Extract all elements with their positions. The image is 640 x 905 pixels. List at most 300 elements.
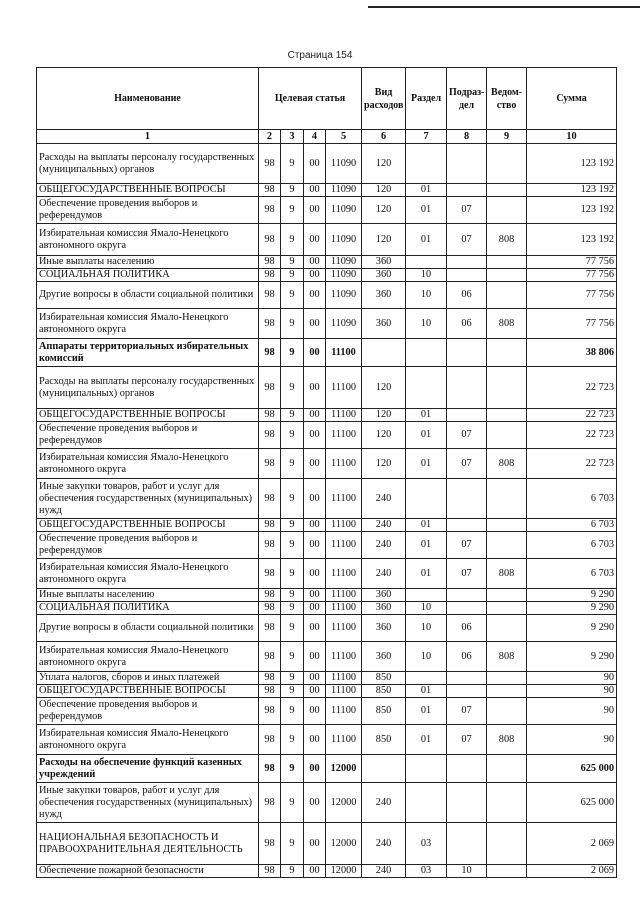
table-header-row [37, 68, 617, 130]
cell-section: 01 [406, 224, 447, 256]
cell-subsection: 07 [447, 449, 487, 479]
cell-code-part-2: 9 [281, 449, 304, 479]
cell-expense-type: 360 [362, 256, 406, 269]
cell-name: СОЦИАЛЬНАЯ ПОЛИТИКА [37, 269, 259, 282]
cell-code-part-2: 9 [281, 783, 304, 823]
header-expense-type: Вид расходов [362, 68, 406, 130]
cell-department [487, 256, 527, 269]
cell-name: ОБЩЕГОСУДАРСТВЕННЫЕ ВОПРОСЫ [37, 519, 259, 532]
cell-expense-type: 120 [362, 367, 406, 409]
cell-expense-type: 120 [362, 184, 406, 197]
cell-subsection: 06 [447, 642, 487, 672]
cell-name: Избирательная комиссия Ямало-Ненецкого автономного округа [37, 449, 259, 479]
cell-code-part-4: 11090 [326, 224, 362, 256]
cell-name: Расходы на выплаты персоналу государственных (муниципальных) органов [37, 144, 259, 184]
cell-subsection [447, 823, 487, 865]
cell-code-part-4: 11100 [326, 615, 362, 642]
cell-subsection [447, 269, 487, 282]
table-row [37, 184, 617, 197]
cell-code-part-2: 9 [281, 256, 304, 269]
table-row [37, 755, 617, 783]
cell-expense-type: 360 [362, 642, 406, 672]
table-row [37, 642, 617, 672]
cell-code-part-1: 98 [259, 672, 281, 685]
cell-expense-type: 360 [362, 615, 406, 642]
cell-amount: 9 290 [527, 602, 617, 615]
cell-code-part-3: 00 [304, 197, 326, 224]
cell-section: 01 [406, 422, 447, 449]
table-row [37, 725, 617, 755]
table-row [37, 309, 617, 339]
cell-code-part-1: 98 [259, 559, 281, 589]
cell-amount: 22 723 [527, 367, 617, 409]
cell-subsection [447, 519, 487, 532]
cell-section: 01 [406, 409, 447, 422]
table-row [37, 823, 617, 865]
cell-department: 808 [487, 224, 527, 256]
cell-amount: 6 703 [527, 559, 617, 589]
cell-name: Избирательная комиссия Ямало-Ненецкого автономного округа [37, 559, 259, 589]
cell-name: Избирательная комиссия Ямало-Ненецкого автономного округа [37, 642, 259, 672]
cell-code-part-1: 98 [259, 602, 281, 615]
cell-amount: 2 069 [527, 865, 617, 878]
cell-department [487, 532, 527, 559]
cell-code-part-3: 00 [304, 672, 326, 685]
cell-code-part-1: 98 [259, 479, 281, 519]
cell-expense-type: 240 [362, 532, 406, 559]
cell-department [487, 672, 527, 685]
cell-subsection: 07 [447, 532, 487, 559]
cell-department [487, 823, 527, 865]
cell-code-part-2: 9 [281, 698, 304, 725]
cell-subsection [447, 184, 487, 197]
cell-subsection [447, 144, 487, 184]
page-number: Страница 154 [287, 50, 353, 61]
cell-subsection: 07 [447, 197, 487, 224]
cell-code-part-3: 00 [304, 309, 326, 339]
cell-code-part-1: 98 [259, 256, 281, 269]
cell-expense-type: 120 [362, 144, 406, 184]
cell-code-part-3: 00 [304, 755, 326, 783]
cell-name: Расходы на выплаты персоналу государственных (муниципальных) органов [37, 367, 259, 409]
cell-code-part-3: 00 [304, 224, 326, 256]
cell-expense-type: 120 [362, 197, 406, 224]
cell-name: ОБЩЕГОСУДАРСТВЕННЫЕ ВОПРОСЫ [37, 685, 259, 698]
cell-code-part-1: 98 [259, 409, 281, 422]
column-number: 10 [527, 130, 617, 144]
cell-department [487, 282, 527, 309]
cell-amount: 2 069 [527, 823, 617, 865]
cell-code-part-1: 98 [259, 449, 281, 479]
cell-code-part-2: 9 [281, 309, 304, 339]
cell-code-part-4: 11100 [326, 449, 362, 479]
table-row [37, 339, 617, 367]
cell-subsection [447, 602, 487, 615]
cell-code-part-2: 9 [281, 642, 304, 672]
table-row [37, 256, 617, 269]
cell-amount: 22 723 [527, 422, 617, 449]
cell-department: 808 [487, 642, 527, 672]
cell-code-part-3: 00 [304, 367, 326, 409]
header-department: Ведом-ство [487, 68, 527, 130]
cell-code-part-4: 11100 [326, 672, 362, 685]
cell-code-part-4: 12000 [326, 755, 362, 783]
cell-department [487, 589, 527, 602]
cell-subsection [447, 672, 487, 685]
cell-expense-type: 240 [362, 865, 406, 878]
cell-code-part-2: 9 [281, 725, 304, 755]
cell-name: Обеспечение проведения выборов и референдумов [37, 197, 259, 224]
budget-table [36, 67, 617, 878]
cell-code-part-1: 98 [259, 698, 281, 725]
cell-code-part-2: 9 [281, 282, 304, 309]
cell-name: Обеспечение пожарной безопасности [37, 865, 259, 878]
cell-code-part-1: 98 [259, 282, 281, 309]
cell-code-part-2: 9 [281, 602, 304, 615]
cell-amount: 90 [527, 725, 617, 755]
cell-section: 03 [406, 823, 447, 865]
cell-name: Расходы на обеспечение функций казенных учреждений [37, 755, 259, 783]
cell-section [406, 256, 447, 269]
table-row [37, 269, 617, 282]
cell-department [487, 339, 527, 367]
cell-amount: 6 703 [527, 519, 617, 532]
cell-subsection [447, 783, 487, 823]
table-row [37, 532, 617, 559]
table-row [37, 685, 617, 698]
cell-code-part-3: 00 [304, 269, 326, 282]
cell-department [487, 519, 527, 532]
cell-department [487, 615, 527, 642]
column-number: 9 [487, 130, 527, 144]
cell-code-part-2: 9 [281, 224, 304, 256]
cell-section: 10 [406, 602, 447, 615]
cell-subsection: 07 [447, 698, 487, 725]
cell-code-part-1: 98 [259, 615, 281, 642]
cell-department [487, 367, 527, 409]
cell-code-part-2: 9 [281, 422, 304, 449]
cell-code-part-4: 11090 [326, 309, 362, 339]
cell-amount: 625 000 [527, 783, 617, 823]
table-row [37, 479, 617, 519]
cell-department [487, 422, 527, 449]
cell-section: 10 [406, 642, 447, 672]
cell-expense-type: 120 [362, 422, 406, 449]
cell-expense-type: 120 [362, 449, 406, 479]
cell-section: 03 [406, 865, 447, 878]
cell-expense-type: 360 [362, 602, 406, 615]
cell-code-part-4: 11100 [326, 559, 362, 589]
cell-code-part-4: 11100 [326, 532, 362, 559]
column-number-row [37, 130, 617, 144]
cell-name: Обеспечение проведения выборов и референдумов [37, 422, 259, 449]
cell-code-part-2: 9 [281, 479, 304, 519]
cell-amount: 123 192 [527, 144, 617, 184]
cell-department [487, 698, 527, 725]
header-target-article: Целевая статья [259, 68, 362, 130]
cell-code-part-4: 12000 [326, 783, 362, 823]
cell-amount: 9 290 [527, 615, 617, 642]
cell-name: Обеспечение проведения выборов и референдумов [37, 532, 259, 559]
cell-subsection: 07 [447, 725, 487, 755]
cell-code-part-1: 98 [259, 144, 281, 184]
cell-name: СОЦИАЛЬНАЯ ПОЛИТИКА [37, 602, 259, 615]
cell-code-part-4: 11100 [326, 685, 362, 698]
cell-section [406, 144, 447, 184]
cell-section: 01 [406, 725, 447, 755]
cell-code-part-4: 11090 [326, 282, 362, 309]
cell-subsection: 06 [447, 615, 487, 642]
cell-code-part-1: 98 [259, 269, 281, 282]
cell-expense-type: 120 [362, 224, 406, 256]
cell-subsection [447, 339, 487, 367]
header-section: Раздел [406, 68, 447, 130]
cell-section: 01 [406, 449, 447, 479]
cell-amount: 22 723 [527, 409, 617, 422]
cell-code-part-4: 11100 [326, 367, 362, 409]
top-edge-line [368, 6, 640, 8]
cell-subsection: 07 [447, 559, 487, 589]
cell-code-part-4: 11090 [326, 184, 362, 197]
table-row [37, 865, 617, 878]
cell-subsection [447, 256, 487, 269]
cell-code-part-3: 00 [304, 532, 326, 559]
cell-section: 01 [406, 197, 447, 224]
cell-code-part-3: 00 [304, 519, 326, 532]
cell-expense-type: 360 [362, 309, 406, 339]
cell-name: Аппараты территориальных избирательных комиссий [37, 339, 259, 367]
cell-code-part-3: 00 [304, 615, 326, 642]
cell-amount: 9 290 [527, 642, 617, 672]
cell-amount: 90 [527, 698, 617, 725]
cell-name: Избирательная комиссия Ямало-Ненецкого автономного округа [37, 725, 259, 755]
cell-code-part-3: 00 [304, 602, 326, 615]
table-row [37, 602, 617, 615]
cell-code-part-3: 00 [304, 339, 326, 367]
cell-amount: 123 192 [527, 184, 617, 197]
table-row [37, 409, 617, 422]
cell-expense-type [362, 755, 406, 783]
cell-code-part-4: 11100 [326, 725, 362, 755]
column-number: 6 [362, 130, 406, 144]
cell-code-part-1: 98 [259, 642, 281, 672]
cell-name: ОБЩЕГОСУДАРСТВЕННЫЕ ВОПРОСЫ [37, 409, 259, 422]
table-row [37, 422, 617, 449]
cell-section [406, 589, 447, 602]
cell-code-part-1: 98 [259, 532, 281, 559]
column-number: 2 [259, 130, 281, 144]
cell-amount: 6 703 [527, 479, 617, 519]
cell-code-part-2: 9 [281, 519, 304, 532]
cell-code-part-3: 00 [304, 144, 326, 184]
cell-amount: 22 723 [527, 449, 617, 479]
column-number: 7 [406, 130, 447, 144]
cell-section: 01 [406, 184, 447, 197]
cell-amount: 123 192 [527, 224, 617, 256]
cell-amount: 625 000 [527, 755, 617, 783]
cell-code-part-3: 00 [304, 422, 326, 449]
cell-code-part-2: 9 [281, 672, 304, 685]
cell-expense-type: 360 [362, 589, 406, 602]
cell-department [487, 602, 527, 615]
cell-expense-type: 360 [362, 269, 406, 282]
cell-amount: 90 [527, 685, 617, 698]
cell-department: 808 [487, 309, 527, 339]
cell-code-part-4: 11090 [326, 197, 362, 224]
cell-department [487, 479, 527, 519]
cell-code-part-2: 9 [281, 409, 304, 422]
header-subsection: Подраз-дел [447, 68, 487, 130]
cell-expense-type: 240 [362, 823, 406, 865]
cell-code-part-3: 00 [304, 725, 326, 755]
cell-code-part-2: 9 [281, 269, 304, 282]
cell-department [487, 184, 527, 197]
cell-department [487, 865, 527, 878]
cell-code-part-3: 00 [304, 282, 326, 309]
cell-code-part-2: 9 [281, 339, 304, 367]
cell-code-part-3: 00 [304, 449, 326, 479]
cell-section: 10 [406, 282, 447, 309]
table-row [37, 615, 617, 642]
cell-section [406, 755, 447, 783]
cell-department [487, 197, 527, 224]
cell-section [406, 339, 447, 367]
cell-expense-type: 850 [362, 725, 406, 755]
cell-department [487, 783, 527, 823]
table-row [37, 449, 617, 479]
cell-code-part-4: 11090 [326, 144, 362, 184]
cell-code-part-3: 00 [304, 589, 326, 602]
cell-code-part-1: 98 [259, 224, 281, 256]
column-number: 8 [447, 130, 487, 144]
table-row [37, 197, 617, 224]
cell-code-part-1: 98 [259, 519, 281, 532]
table-row [37, 698, 617, 725]
cell-section: 01 [406, 698, 447, 725]
cell-department [487, 144, 527, 184]
column-number: 4 [304, 130, 326, 144]
cell-name: Избирательная комиссия Ямало-Ненецкого автономного округа [37, 309, 259, 339]
cell-subsection [447, 755, 487, 783]
cell-code-part-2: 9 [281, 823, 304, 865]
cell-expense-type: 850 [362, 672, 406, 685]
cell-code-part-3: 00 [304, 865, 326, 878]
cell-subsection: 07 [447, 224, 487, 256]
cell-code-part-1: 98 [259, 783, 281, 823]
table-row [37, 282, 617, 309]
cell-section [406, 479, 447, 519]
cell-amount: 6 703 [527, 532, 617, 559]
cell-code-part-4: 11100 [326, 602, 362, 615]
cell-expense-type: 240 [362, 559, 406, 589]
cell-subsection [447, 685, 487, 698]
cell-amount: 9 290 [527, 589, 617, 602]
cell-code-part-4: 11100 [326, 519, 362, 532]
column-number: 3 [281, 130, 304, 144]
cell-amount: 77 756 [527, 282, 617, 309]
cell-name: НАЦИОНАЛЬНАЯ БЕЗОПАСНОСТЬ И ПРАВООХРАНИТЕЛЬНАЯ ДЕЯТЕЛЬНОСТЬ [37, 823, 259, 865]
table-row [37, 224, 617, 256]
cell-section: 01 [406, 685, 447, 698]
table-row [37, 559, 617, 589]
cell-code-part-3: 00 [304, 256, 326, 269]
cell-name: Обеспечение проведения выборов и референдумов [37, 698, 259, 725]
cell-amount: 90 [527, 672, 617, 685]
cell-code-part-3: 00 [304, 823, 326, 865]
cell-code-part-3: 00 [304, 642, 326, 672]
cell-name: Уплата налогов, сборов и иных платежей [37, 672, 259, 685]
cell-code-part-2: 9 [281, 865, 304, 878]
table-row [37, 144, 617, 184]
cell-code-part-2: 9 [281, 144, 304, 184]
cell-department [487, 269, 527, 282]
cell-subsection: 06 [447, 309, 487, 339]
cell-code-part-1: 98 [259, 725, 281, 755]
cell-expense-type: 120 [362, 409, 406, 422]
cell-department [487, 685, 527, 698]
cell-code-part-1: 98 [259, 309, 281, 339]
cell-name: Другие вопросы в области социальной политики [37, 615, 259, 642]
cell-code-part-1: 98 [259, 755, 281, 783]
cell-section: 01 [406, 559, 447, 589]
cell-code-part-2: 9 [281, 559, 304, 589]
header-name: Наименование [37, 68, 259, 130]
cell-code-part-1: 98 [259, 865, 281, 878]
column-number: 1 [37, 130, 259, 144]
cell-section: 01 [406, 532, 447, 559]
cell-amount: 77 756 [527, 309, 617, 339]
header-amount: Сумма [527, 68, 617, 130]
cell-name: Избирательная комиссия Ямало-Ненецкого автономного округа [37, 224, 259, 256]
cell-name: Иные выплаты населению [37, 256, 259, 269]
column-number: 5 [326, 130, 362, 144]
cell-code-part-2: 9 [281, 755, 304, 783]
cell-code-part-3: 00 [304, 783, 326, 823]
cell-department: 808 [487, 449, 527, 479]
cell-subsection: 10 [447, 865, 487, 878]
cell-expense-type: 240 [362, 519, 406, 532]
cell-section [406, 367, 447, 409]
cell-code-part-4: 11100 [326, 698, 362, 725]
cell-section [406, 672, 447, 685]
cell-department: 808 [487, 559, 527, 589]
cell-code-part-4: 11100 [326, 422, 362, 449]
cell-code-part-2: 9 [281, 197, 304, 224]
cell-code-part-2: 9 [281, 589, 304, 602]
cell-amount: 77 756 [527, 269, 617, 282]
cell-expense-type: 360 [362, 282, 406, 309]
cell-code-part-1: 98 [259, 823, 281, 865]
cell-amount: 77 756 [527, 256, 617, 269]
table-row [37, 783, 617, 823]
cell-section: 01 [406, 519, 447, 532]
cell-department: 808 [487, 725, 527, 755]
cell-subsection [447, 479, 487, 519]
table-row [37, 589, 617, 602]
table-row [37, 367, 617, 409]
cell-code-part-4: 11100 [326, 589, 362, 602]
cell-code-part-1: 98 [259, 184, 281, 197]
cell-name: Иные закупки товаров, работ и услуг для обеспечения государственных (муниципальных) нужд [37, 783, 259, 823]
cell-code-part-3: 00 [304, 184, 326, 197]
cell-code-part-4: 11100 [326, 642, 362, 672]
cell-section: 10 [406, 269, 447, 282]
cell-code-part-2: 9 [281, 615, 304, 642]
cell-department [487, 409, 527, 422]
cell-subsection: 07 [447, 422, 487, 449]
cell-subsection: 06 [447, 282, 487, 309]
cell-expense-type: 240 [362, 479, 406, 519]
